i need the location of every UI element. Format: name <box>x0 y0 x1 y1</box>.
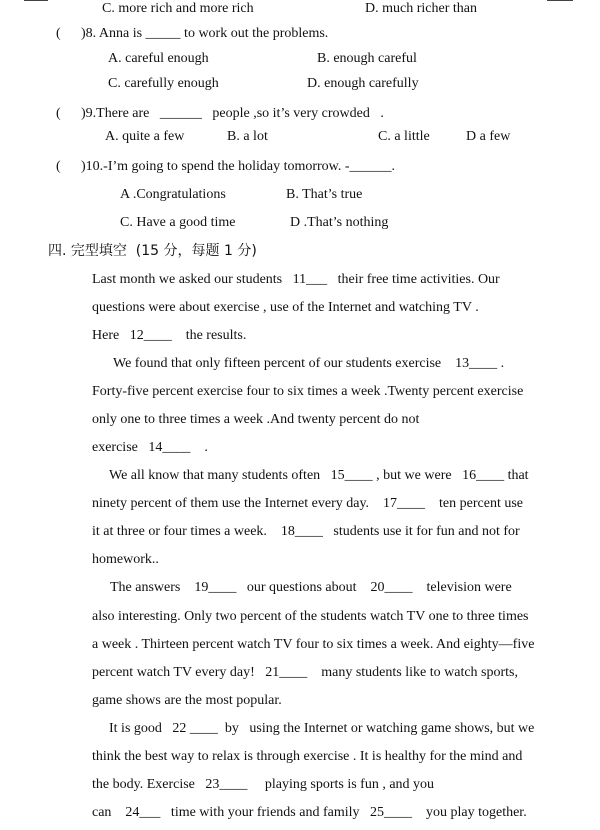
passage-line: homework.. <box>92 552 159 567</box>
passage-line: a week . Thirteen percent watch TV four to six times a week. And eighty—five <box>92 637 535 652</box>
q10-option-a: A .Congratulations <box>120 187 226 202</box>
option-d-prev: D. much richer than <box>365 1 477 16</box>
q8-option-a: A. careful enough <box>108 51 209 66</box>
passage-line: also interesting. Only two percent of the students watch TV one to three times <box>92 609 529 624</box>
passage-line: questions were about exercise , use of the Internet and watching TV . <box>92 300 479 315</box>
passage-line: game shows are the most popular. <box>92 693 282 708</box>
passage-line: think the best way to relax is through exercise . It is healthy for the mind and <box>92 749 523 764</box>
q10-option-d: D .That’s nothing <box>290 215 389 230</box>
q9-option-c: C. a little <box>378 129 430 144</box>
passage-line: Forty-five percent exercise four to six times a week .Twenty percent exercise <box>92 384 524 399</box>
passage-line: We found that only fifteen percent of our students exercise 13____ . <box>113 356 505 371</box>
q9-option-b: B. a lot <box>227 129 268 144</box>
q8-bracket: ( <box>56 26 61 41</box>
q9-option-a: A. quite a few <box>105 129 185 144</box>
passage-line: exercise 14____ . <box>92 440 208 455</box>
q9-bracket: ( <box>56 106 61 121</box>
q8-option-d: D. enough carefully <box>307 76 419 91</box>
passage-line: it at three or four times a week. 18____ students use it for fun and not for <box>92 524 520 539</box>
q9-stem: )9.There are ______ people ,so it’s very crowded . <box>81 106 384 121</box>
section-title: 四. 完型填空 (15 分，每题 1 分) <box>48 243 257 259</box>
q10-option-b: B. That’s true <box>286 187 363 202</box>
passage-line: Here 12____ the results. <box>92 328 247 343</box>
q10-option-c: C. Have a good time <box>120 215 236 230</box>
q8-option-c: C. carefully enough <box>108 76 219 91</box>
passage-line: only one to three times a week .And twenty percent do not <box>92 412 420 427</box>
passage-line: We all know that many students often 15____ , but we were 16____ that <box>109 468 529 483</box>
top-rule-left <box>24 0 48 1</box>
q8-option-b: B. enough careful <box>317 51 417 66</box>
q9-option-d: D a few <box>466 129 511 144</box>
passage-line: ninety percent of them use the Internet every day. 17____ ten percent use <box>92 496 523 511</box>
top-rule-right <box>547 0 573 1</box>
passage-line: It is good 22 ____ by using the Internet or watching game shows, but we <box>109 721 535 736</box>
passage-line: The answers 19____ our questions about 20____ television were <box>110 580 512 595</box>
q10-bracket: ( <box>56 159 61 174</box>
option-c-prev: C. more rich and more rich <box>102 1 254 16</box>
q10-stem: )10.-I’m going to spend the holiday tomorrow. -______. <box>81 159 396 174</box>
passage-line: percent watch TV every day! 21____ many students like to watch sports, <box>92 665 518 680</box>
passage-line: Last month we asked our students 11___ their free time activities. Our <box>92 272 500 287</box>
q8-stem: )8. Anna is _____ to work out the problems. <box>81 26 329 41</box>
passage-line: can 24___ time with your friends and family 25____ you play together. <box>92 805 527 820</box>
passage-line: the body. Exercise 23____ playing sports is fun , and you <box>92 777 435 792</box>
